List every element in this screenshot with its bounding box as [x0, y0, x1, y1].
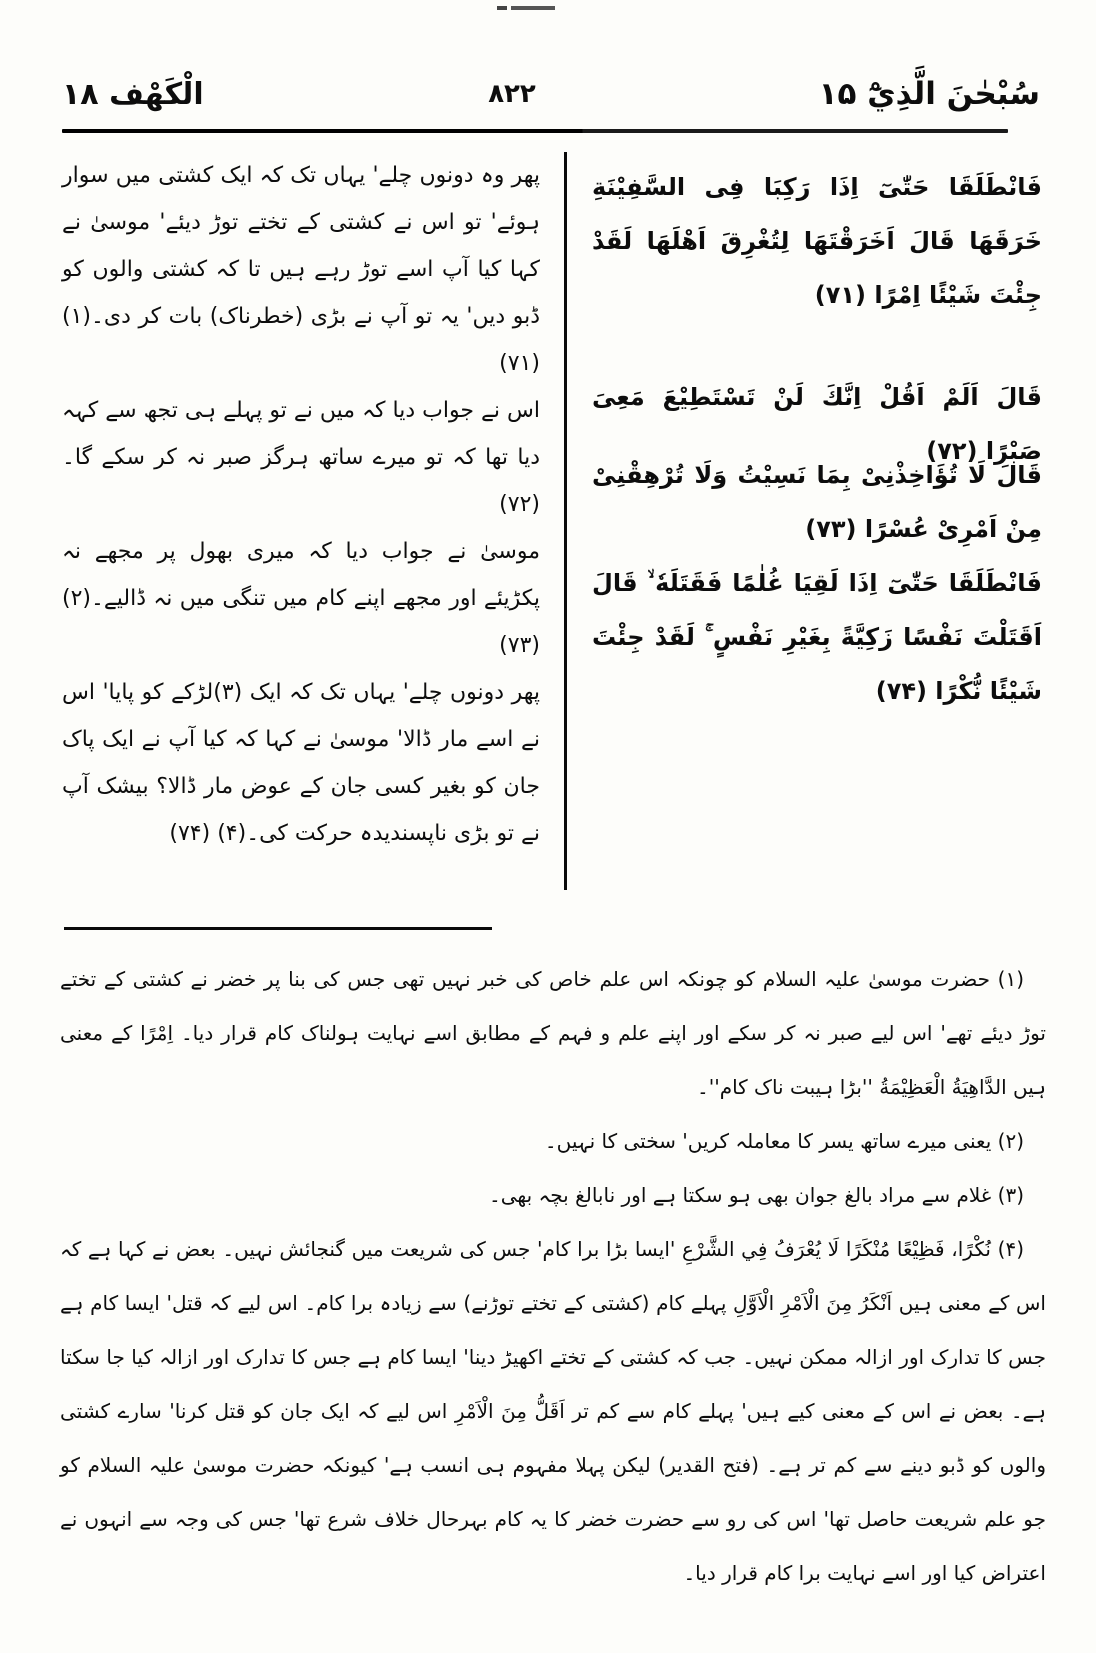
- quran-verse-73: قَالَ لَا تُؤَاخِذْنِىْ بِمَا نَسِيْتُ وَلَا تُرْهِقْنِىْ مِنْ اَمْرِىْ عُسْرًا (۷۳): [592, 461, 1042, 543]
- footnotes-section: [60, 952, 1046, 1600]
- translation-verse-71: پھر وہ دونوں چلے' یہاں تک کہ ایک کشتی میں سوار ہوئے' تو اس نے کشتی کے تختے توڑ دیئے' موسیٰ نے کہا کیا آپ اسے توڑ رہے ہیں تا کہ کشتی والوں کو ڈبو دیں' یہ تو آپ نے بڑی (خطرناک) بات کر دی۔(۱) (۷۱): [62, 163, 540, 376]
- footnote-1: (۱) حضرت موسیٰ علیہ السلام کو چونکہ اس علم خاص کی خبر نہیں تھی جس کی بنا پر خضر نے کشتی کے تختے توڑ دیئے تھے' اس لیے صبر نہ کر سکے اور اپنے علم و فہم کے مطابق اسے نہایت ہولناک کام قرار دیا۔ اِمْرًا کے معنی ہیں الدَّاهِيَةُ الْعَظِيْمَةُ ''بڑا ہیبت ناک کام''۔: [60, 967, 1046, 1099]
- translation-verse-73: موسیٰ نے جواب دیا کہ میری بھول پر مجھے نہ پکڑیئے اور مجھے اپنے کام میں تنگی میں نہ ڈالیے۔(۲) (۷۳): [62, 539, 540, 658]
- surah-name-header: الْكَهْف ۱۸: [62, 76, 204, 112]
- footnote-2: (۲) یعنی میرے ساتھ یسر کا معاملہ کریں' سختی کا نہیں۔: [544, 1129, 1024, 1153]
- urdu-translation-column: [62, 152, 540, 857]
- translation-verse-74: پھر دونوں چلے' یہاں تک کہ ایک (۳)لڑکے کو پایا' اس نے اسے مار ڈالا' موسیٰ نے کہا کہ کیا آپ نے ایک پاک جان کو بغیر کسی جان کے عوض مار ڈالا؟ بیشک آپ نے تو بڑی ناپسندیدہ حرکت کی۔(۴) (۷۴): [62, 680, 540, 846]
- quran-verse-72: قَالَ اَلَمْ اَقُلْ اِنَّكَ لَنْ تَسْتَطِيْعَ مَعِىَ صَبْرًا (۷۲): [592, 383, 1042, 465]
- footnote-4: (۴) نُكْرًا، فَظِيْعًا مُنْكَرًا لَا يُعْرَفُ فِي الشَّرْعِ 'ایسا بڑا برا کام' جس کی شریعت میں گنجائش نہیں۔ بعض نے کہا ہے کہ اس کے معنی ہیں اَنْكَرُ مِنَ الْاَمْرِ الْاَوَّلِ پہلے کام (کشتی کے تختے توڑنے) سے زیادہ برا کام۔ اس لیے کہ قتل' ایسا کام ہے جس کا تدارک اور ازالہ ممکن نہیں۔ جب کہ کشتی کے تختے اکھیڑ دینا' ایسا کام ہے جس کا تدارک اور ازالہ کیا جا سکتا ہے۔ بعض نے اس کے معنی کیے ہیں' پہلے کام سے کم تر اَقَلُّ مِنَ الْاَمْرِ اس لیے کہ ایک جان کو قتل کرنا' سارے کشتی والوں کو ڈبو دینے سے کم تر ہے۔ (فتح القدیر) لیکن پہلا مفہوم ہی انسب ہے' کیونکہ حضرت موسیٰ علیہ السلام کو جو علم شریعت حاصل تھا' اس کی رو سے حضرت خضر کا یہ کام بہرحال خلاف شرع تھا' جس کی وجہ سے انہوں نے اعتراض کیا اور اسے نہایت برا کام قرار دیا۔: [60, 1237, 1046, 1585]
- quran-verse-74: فَانْطَلَقَا حَتّٰىٓ اِذَا لَقِيَا غُلٰمًا فَقَتَلَهٗ ۙ قَالَ اَقَتَلْتَ نَفْسًا زَكِيَّةً بِغَيْرِ نَفْسٍ ۚ لَقَدْ جِئْتَ شَيْئًا نُّكْرًا (۷۴): [592, 569, 1042, 705]
- scan-artifact-mark: [497, 6, 555, 10]
- translation-verse-72: اس نے جواب دیا کہ میں نے تو پہلے ہی تجھ سے کہہ دیا تھا کہ تو میرے ساتھ ہرگز صبر نہ کر سکے گا۔(۷۲): [62, 398, 540, 517]
- page-header: [62, 68, 1040, 120]
- header-divider-line: [62, 129, 1008, 133]
- page-number: ۸۲۲: [488, 79, 536, 109]
- footnote-separator-line: [64, 927, 492, 930]
- quran-verse-71: فَانْطَلَقَا حَتّٰىٓ اِذَا رَكِبَا فِى السَّفِيْنَةِ خَرَقَهَا قَالَ اَخَرَقْتَهَا لِتُغْرِقَ اَهْلَهَا لَقَدْ جِئْتَ شَيْئًا اِمْرًا (۷۱): [592, 173, 1042, 309]
- column-divider-line: [564, 152, 567, 890]
- juz-name-header: سُبْحٰنَ الَّذِيْٓ ۱۵: [818, 76, 1040, 112]
- footnote-3: (۳) غلام سے مراد بالغ جوان بھی ہو سکتا ہے اور نابالغ بچہ بھی۔: [489, 1183, 1024, 1207]
